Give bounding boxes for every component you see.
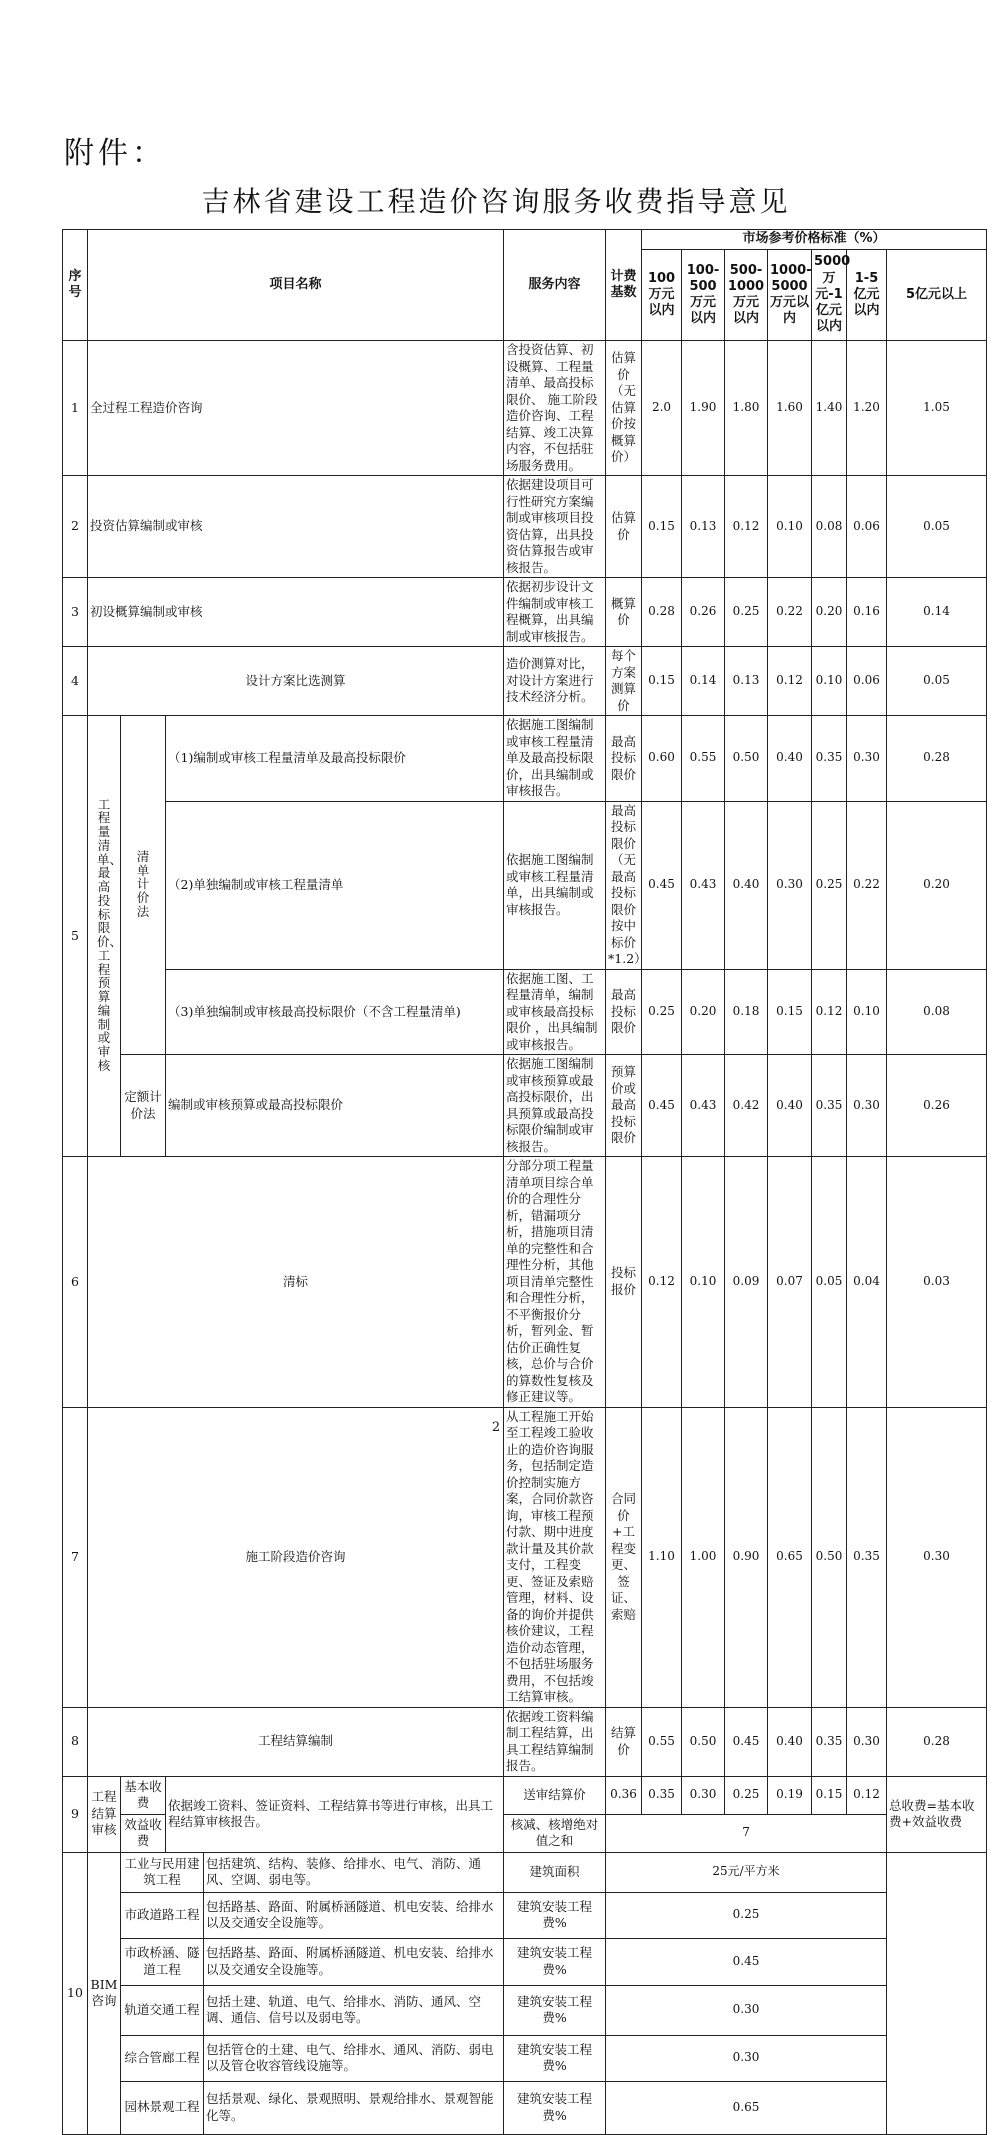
table-row	[63, 647, 987, 716]
header-band: 500-1000万元以内	[725, 250, 768, 341]
rate-cell: 0.05	[812, 1157, 847, 1408]
table-row	[63, 1157, 987, 1408]
page-number: 2	[491, 1420, 501, 1435]
rate-cell: 0.25	[812, 801, 847, 969]
row-basis: 最高投标限价	[606, 716, 642, 802]
rate-cell: 0.55	[642, 1707, 682, 1776]
rate-cell: 0.13	[725, 647, 768, 716]
header-band: 5亿元以上	[887, 250, 987, 341]
header-market-price: 市场参考价格标准（%）	[642, 230, 987, 250]
rate-cell: 1.90	[682, 341, 725, 476]
header-band: 1-5亿元以内	[847, 250, 887, 341]
rate-cell: 0.25	[725, 1776, 768, 1814]
row-name: 设计方案比选测算	[88, 647, 504, 716]
table-row	[63, 1892, 987, 1938]
sub-item: 编制或审核预算或最高投标限价	[166, 1055, 504, 1157]
rate-cell: 0.45	[606, 1938, 887, 1985]
row-basis: 预算价或最高投标限价	[606, 1055, 642, 1157]
rate-cell: 0.25	[642, 969, 682, 1055]
rate-cell: 0.35	[812, 1055, 847, 1157]
row-basis: 合同价+工程变更、签证、索赔	[606, 1407, 642, 1707]
row-basis: 建筑安装工程费%	[504, 2035, 606, 2081]
rate-cell: 0.22	[847, 801, 887, 969]
row-content: 包括路基、路面、附属桥涵隧道、机电安装、给排水以及交通安全设施等。	[204, 1938, 504, 1985]
rate-cell: 0.40	[768, 716, 812, 802]
row-name: 清标	[88, 1157, 504, 1408]
sub-item: （1)编制或审核工程量清单及最高投标限价	[166, 716, 504, 802]
rate-cell: 0.12	[768, 647, 812, 716]
rate-cell: 0.28	[642, 578, 682, 647]
sub-item: 园林景观工程	[121, 2081, 204, 2134]
row-name: 工程结算编制	[88, 1707, 504, 1776]
row-seq: 6	[63, 1157, 88, 1408]
table-row	[63, 1938, 987, 1985]
table-row	[63, 1707, 987, 1776]
document-title: 吉林省建设工程造价咨询服务收费指导意见	[201, 185, 791, 218]
table-row	[63, 1407, 987, 1707]
row-basis: 送审结算价	[504, 1776, 606, 1814]
row-basis: 每个方案测算价	[606, 647, 642, 716]
rate-cell: 0.18	[725, 969, 768, 1055]
header-seq: 序号	[63, 230, 88, 341]
rate-cell: 0.40	[768, 1707, 812, 1776]
sub-item: （3)单独编制或审核最高投标限价（不含工程量清单)	[166, 969, 504, 1055]
row-remark	[887, 1852, 987, 2134]
table-row	[63, 2081, 987, 2134]
row-content: 依据竣工资料、签证资料、工程结算书等进行审核，出具工程结算审核报告。	[166, 1776, 504, 1852]
rate-cell: 0.42	[725, 1055, 768, 1157]
rate-cell: 0.35	[812, 1707, 847, 1776]
rate-cell: 0.14	[887, 578, 987, 647]
header-service-content: 服务内容	[504, 230, 606, 341]
rate-cell: 0.43	[682, 1055, 725, 1157]
rate-cell: 0.65	[768, 1407, 812, 1707]
row-basis: 建筑面积	[504, 1852, 606, 1892]
sub-item: 综合管廊工程	[121, 2035, 204, 2081]
fee-table	[62, 229, 987, 2135]
row-content: 包括建筑、结构、装修、给排水、电气、消防、通风、空调、弱电等。	[204, 1852, 504, 1892]
rate-cell: 0.05	[887, 647, 987, 716]
header-band: 5000万元-1亿元以内	[812, 250, 847, 341]
fee-type-label: 效益收费	[121, 1814, 166, 1852]
rate-cell: 1.10	[642, 1407, 682, 1707]
header-band: 100万元以内	[642, 250, 682, 341]
row-seq: 2	[63, 476, 88, 578]
rate-cell: 0.45	[642, 1055, 682, 1157]
rate-cell: 0.30	[847, 716, 887, 802]
sub-item: 市政桥涵、隧道工程	[121, 1938, 204, 1985]
row-basis: 核减、核增绝对值之和	[504, 1814, 606, 1852]
rate-cell: 0.16	[847, 578, 887, 647]
row-seq: 9	[63, 1776, 88, 1852]
rate-cell: 0.03	[887, 1157, 987, 1408]
row-name: 初设概算编制或审核	[88, 578, 504, 647]
rate-cell: 0.15	[642, 476, 682, 578]
rate-cell: 0.35	[812, 716, 847, 802]
row-content: 分部分项工程量清单项目综合单价的合理性分析，错漏项分析，措施项目清单的完整性和合理性分析，其他项目清单完整性和合理性分析，不平衡报价分析，暂列金、暂估价正确性复核，总价与合价的算数性复核及修正建议等。	[504, 1157, 606, 1408]
rate-cell: 25元/平方米	[606, 1852, 887, 1892]
rate-cell: 0.30	[847, 1055, 887, 1157]
row-content: 依据竣工资料编制工程结算，出具工程结算编制报告。	[504, 1707, 606, 1776]
table-row	[63, 476, 987, 578]
rate-cell: 0.30	[768, 801, 812, 969]
rate-cell: 0.13	[682, 476, 725, 578]
rate-cell: 0.30	[606, 1985, 887, 2035]
table-row	[63, 578, 987, 647]
rate-cell: 0.09	[725, 1157, 768, 1408]
sub-item: 市政道路工程	[121, 1892, 204, 1938]
rate-cell: 0.40	[725, 801, 768, 969]
table-row	[63, 801, 987, 969]
sub-item: 轨道交通工程	[121, 1985, 204, 2035]
rate-cell: 0.50	[725, 716, 768, 802]
row-name: 全过程工程造价咨询	[88, 341, 504, 476]
rate-cell: 1.60	[768, 341, 812, 476]
method-label-text: 清单计价法	[136, 848, 150, 919]
row-basis: 建筑安装工程费%	[504, 2081, 606, 2134]
row-content: 造价测算对比，对设计方案进行技术经济分析。	[504, 647, 606, 716]
row-basis: 建筑安装工程费%	[504, 1892, 606, 1938]
rate-cell: 0.15	[642, 647, 682, 716]
rate-cell: 0.15	[768, 969, 812, 1055]
rate-cell: 0.15	[812, 1776, 847, 1814]
rate-cell: 0.14	[682, 647, 725, 716]
rate-cell: 0.28	[887, 716, 987, 802]
row-name: BIM咨询	[88, 1852, 121, 2134]
rate-cell: 0.35	[847, 1407, 887, 1707]
rate-cell: 0.20	[887, 801, 987, 969]
row-name: 工程结算审核	[88, 1776, 121, 1852]
table-row	[63, 716, 987, 802]
rate-cell: 0.30	[887, 1407, 987, 1707]
rate-cell: 0.10	[812, 647, 847, 716]
rate-cell: 1.40	[812, 341, 847, 476]
row-seq: 3	[63, 578, 88, 647]
row-basis: 最高投标限价（无最高投标限价按中标价*1.2）	[606, 801, 642, 969]
rate-cell: 0.30	[682, 1776, 725, 1814]
row-content: 依据施工图编制或审核预算或最高投标限价，出具预算或最高投标限价编制或审核报告。	[504, 1055, 606, 1157]
rate-cell: 0.20	[812, 578, 847, 647]
rate-cell: 0.19	[768, 1776, 812, 1814]
row-content: 依据施工图编制或审核工程量清单及最高投标限价，出具编制或审核报告。	[504, 716, 606, 802]
rate-cell: 7	[606, 1814, 887, 1852]
row-basis: 估算价	[606, 476, 642, 578]
rate-cell: 0.50	[812, 1407, 847, 1707]
rate-cell: 0.30	[606, 2035, 887, 2081]
rate-cell: 0.12	[847, 1776, 887, 1814]
header-band: 1000-5000万元以内	[768, 250, 812, 341]
row-basis: 投标报价	[606, 1157, 642, 1408]
row-basis: 建筑安装工程费%	[504, 1985, 606, 2035]
header-project-name: 项目名称	[88, 230, 504, 341]
rate-cell: 0.28	[887, 1707, 987, 1776]
row-basis: 概算价	[606, 578, 642, 647]
rate-cell: 0.45	[642, 801, 682, 969]
row-seq: 7	[63, 1407, 88, 1707]
rate-cell: 0.12	[812, 969, 847, 1055]
row-basis: 建筑安装工程费%	[504, 1938, 606, 1985]
row-seq: 5	[63, 716, 88, 1157]
rate-cell: 1.80	[725, 341, 768, 476]
rate-cell: 0.90	[725, 1407, 768, 1707]
attachment-label: 附件：	[64, 136, 166, 171]
method-label	[121, 716, 166, 1055]
rate-cell: 0.36	[606, 1776, 642, 1814]
rate-cell: 0.26	[682, 578, 725, 647]
rate-cell: 0.55	[682, 716, 725, 802]
header-fee-basis: 计费基数	[606, 230, 642, 341]
rate-cell: 1.00	[682, 1407, 725, 1707]
rate-cell: 0.12	[725, 476, 768, 578]
rate-cell: 0.12	[642, 1157, 682, 1408]
table-row	[63, 341, 987, 476]
method-label: 定额计价法	[121, 1055, 166, 1157]
row-seq: 4	[63, 647, 88, 716]
fee-type-label: 基本收费	[121, 1776, 166, 1814]
row-content: 包括管仓的土建、电气、给排水、通风、消防、弱电以及管仓收容管线设施等。	[204, 2035, 504, 2081]
table-row	[63, 1985, 987, 2035]
rate-cell: 2.0	[642, 341, 682, 476]
rate-cell: 0.40	[768, 1055, 812, 1157]
rate-cell: 1.05	[887, 341, 987, 476]
row-basis: 最高投标限价	[606, 969, 642, 1055]
header-band: 100-500万元以内	[682, 250, 725, 341]
rate-cell: 0.25	[606, 1892, 887, 1938]
table-row	[63, 1852, 987, 1892]
row-content: 含投资估算、初设概算、工程量清单、最高投标限价、 施工阶段造价咨询、工程结算、竣工决算内容，不包括驻场服务费用。	[504, 341, 606, 476]
row-content: 包括土建、轨道、电气、给排水、消防、通风、空调、通信、信号以及弱电等。	[204, 1985, 504, 2035]
rate-cell: 1.20	[847, 341, 887, 476]
rate-cell: 0.43	[682, 801, 725, 969]
rate-cell: 0.35	[642, 1776, 682, 1814]
row-name: 施工阶段造价咨询	[88, 1407, 504, 1707]
row-content: 依据施工图、工程量清单，编制或审核最高投标限价 ，出具编制或审核报告。	[504, 969, 606, 1055]
row-name: 投资估算编制或审核	[88, 476, 504, 578]
rate-cell: 0.45	[725, 1707, 768, 1776]
rate-cell: 0.30	[847, 1707, 887, 1776]
table-row	[63, 1776, 987, 1814]
sub-item: （2)单独编制或审核工程量清单	[166, 801, 504, 969]
rate-cell: 0.22	[768, 578, 812, 647]
rate-cell: 0.26	[887, 1055, 987, 1157]
rate-cell: 0.65	[606, 2081, 887, 2134]
rate-cell: 0.10	[768, 476, 812, 578]
row-seq: 10	[63, 1852, 88, 2134]
row-content: 依据施工图编制或审核工程量清单，出具编制或审核报告。	[504, 801, 606, 969]
row-content: 从工程施工开始至工程竣工验收止的造价咨询服务，包括制定造价控制实施方案，合同价款咨询，审核工程预付款、期中进度款计量及其价款支付，工程变更、签证及索赔管理，材料、设备的询价并提供核价建议，工程造价动态管理，不包括驻场服务费用，不包括竣工结算审核。	[504, 1407, 606, 1707]
row-remark: 总收费=基本收费+效益收费	[887, 1776, 987, 1852]
row-content: 依据初步设计文件编制或审核工程概算，出具编制或审核报告。	[504, 578, 606, 647]
rate-cell: 0.07	[768, 1157, 812, 1408]
rate-cell: 0.08	[812, 476, 847, 578]
rate-cell: 0.25	[725, 578, 768, 647]
row-basis: 结算价	[606, 1707, 642, 1776]
row-content: 包括路基、路面、附属桥涵隧道、机电安装、给排水以及交通安全设施等。	[204, 1892, 504, 1938]
row-name	[88, 716, 121, 1157]
rate-cell: 0.10	[847, 969, 887, 1055]
row-content: 依据建设项目可行性研究方案编制或审核项目投资估算，出具投资估算报告或审核报告。	[504, 476, 606, 578]
rate-cell: 0.06	[847, 476, 887, 578]
rate-cell: 0.60	[642, 716, 682, 802]
row-name-text: 工程量清单、最高投标限价、工程预算编制或审核	[97, 796, 123, 1073]
rate-cell: 0.50	[682, 1707, 725, 1776]
row-seq: 1	[63, 341, 88, 476]
table-row	[63, 969, 987, 1055]
row-content: 包括景观、绿化、景观照明、景观给排水、景观智能化等。	[204, 2081, 504, 2134]
sub-item: 工业与民用建筑工程	[121, 1852, 204, 1892]
rate-cell: 0.20	[682, 969, 725, 1055]
rate-cell: 0.04	[847, 1157, 887, 1408]
table-row	[63, 2035, 987, 2081]
rate-cell: 0.05	[887, 476, 987, 578]
rate-cell: 0.08	[887, 969, 987, 1055]
table-row	[63, 1055, 987, 1157]
row-seq: 8	[63, 1707, 88, 1776]
rate-cell: 0.10	[682, 1157, 725, 1408]
rate-cell: 0.06	[847, 647, 887, 716]
row-basis: 估算价（无估算价按概算价）	[606, 341, 642, 476]
